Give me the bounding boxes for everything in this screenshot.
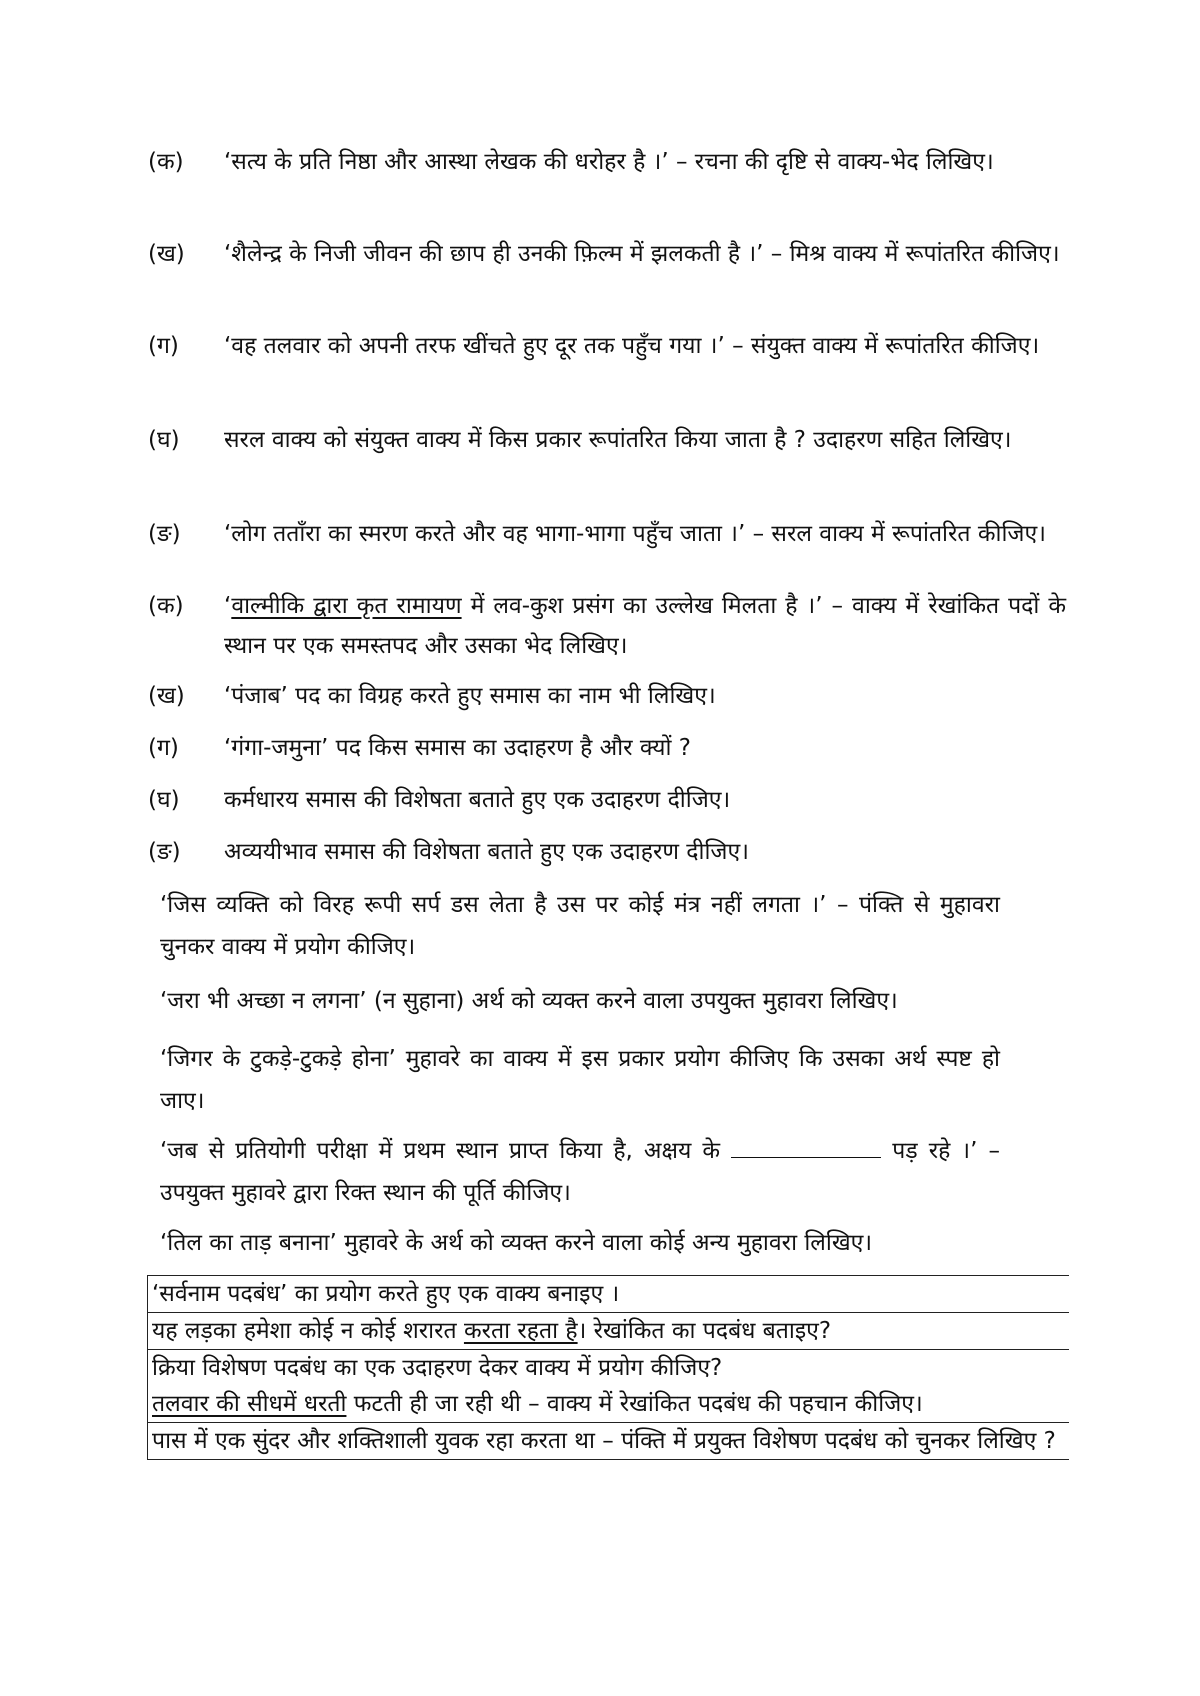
question-label: (घ) [148,787,180,813]
fill-blank-question: ‘जब से प्रतियोगी परीक्षा में प्रथम स्थान प्राप्त किया है, अक्षय के पड़ रहे ।’ – उपयुक्त मुहावरे द्वारा रिक्त स्थान की पूर्ति कीजिए। [160,1138,1000,1206]
idiom-question-5: ‘तिल का ताड़ बनाना’ मुहावरे के अर्थ को व्यक्त करने वाला कोई अन्य मुहावरा लिखिए। [160,1230,873,1256]
question-text: कर्मधारय समास की विशेषता बताते हुए एक उदाहरण दीजिए। [224,787,731,813]
question-text: अव्ययीभाव समास की विशेषता बताते हुए एक उदाहरण दीजिए। [224,839,749,865]
table-row: क्रिया विशेषण पदबंध का एक उदाहरण देकर वाक्य में प्रयोग कीजिए? तलवार की सीधमें धरती फटती ही जा रही थी – वाक्य में रेखांकित पदबंध की पहचान कीजिए। [148,1349,1069,1422]
question-label: (ग) [148,735,179,761]
question-text: ‘पंजाब’ पद का विग्रह करते हुए समास का नाम भी लिखिए। [224,683,716,709]
table-row: यह लड़का हमेशा कोई न कोई शरारत करता रहता है। रेखांकित का पदबंध बताइए? [148,1312,1069,1349]
question-label: (ङ) [148,521,181,547]
question-text: ‘वाल्मीकि द्वारा कृत रामायण में लव-कुश प्रसंग का उल्लेख मिलता है ।’ – वाक्य में रेखांकित पदों के स्थान पर एक समस्तपद और उसका भेद लिखिए। [224,593,1067,659]
question-label: (ख) [148,683,185,709]
question-text: ‘शैलेन्द्र के निजी जीवन की छाप ही उनकी फ़िल्म में झलकती है ।’ – मिश्र वाक्य में रूपांतरित कीजिए। [224,241,1060,267]
question-label: (ग) [148,333,179,359]
idiom-question-3: ‘जिगर के टुकड़े-टुकड़े होना’ मुहावरे का वाक्य में इस प्रकार प्रयोग कीजिए कि उसका अर्थ स्पष्ट हो जाए। [160,1046,1000,1114]
question-text: ‘गंगा-जमुना’ पद किस समास का उदाहरण है और क्यों ? [224,735,691,761]
table-row: पास में एक सुंदर और शक्तिशाली युवक रहा करता था – पंक्ति में प्रयुक्त विशेषण पदबंध को चुनकर लिखिए ? [148,1422,1069,1460]
underlined-phrase: तलवार की सीधमें धरती [152,1391,347,1417]
question-text: ‘सत्य के प्रति निष्ठा और आस्था लेखक की धरोहर है ।’ – रचना की दृष्टि से वाक्य-भेद लिखिए। [224,149,994,175]
phrase-questions-table [147,1275,1069,1460]
question-text: ‘लोग तताँरा का स्मरण करते और वह भागा-भागा पहुँच जाता ।’ – सरल वाक्य में रूपांतरित कीजिए। [224,521,1046,547]
idiom-question-1: ‘जिस व्यक्ति को विरह रूपी सर्प डस लेता है उस पर कोई मंत्र नहीं लगता ।’ – पंक्ति से मुहावरा चुनकर वाक्य में प्रयोग कीजिए। [160,892,1000,960]
question-text: सरल वाक्य को संयुक्त वाक्य में किस प्रकार रूपांतरित किया जाता है ? उदाहरण सहित लिखिए। [224,427,1012,453]
underlined-phrase: करता रहता है [463,1318,578,1344]
idiom-question-2: ‘जरा भी अच्छा न लगना’ (न सुहाना) अर्थ को व्यक्त करने वाला उपयुक्त मुहावरा लिखिए। [160,988,898,1014]
answer-blank[interactable] [731,1137,881,1158]
table-row: ‘सर्वनाम पदबंध’ का प्रयोग करते हुए एक वाक्य बनाइए । [148,1275,1069,1312]
underlined-phrase: वाल्मीकि द्वारा कृत रामायण [231,593,462,619]
question-label: (ख) [148,241,185,267]
question-label: (ङ) [148,839,181,865]
question-label: (क) [148,149,184,175]
question-label: (घ) [148,427,180,453]
question-label: (क) [148,593,184,619]
question-text: ‘वह तलवार को अपनी तरफ खींचते हुए दूर तक पहुँच गया ।’ – संयुक्त वाक्य में रूपांतरित कीजिए। [224,333,1040,359]
